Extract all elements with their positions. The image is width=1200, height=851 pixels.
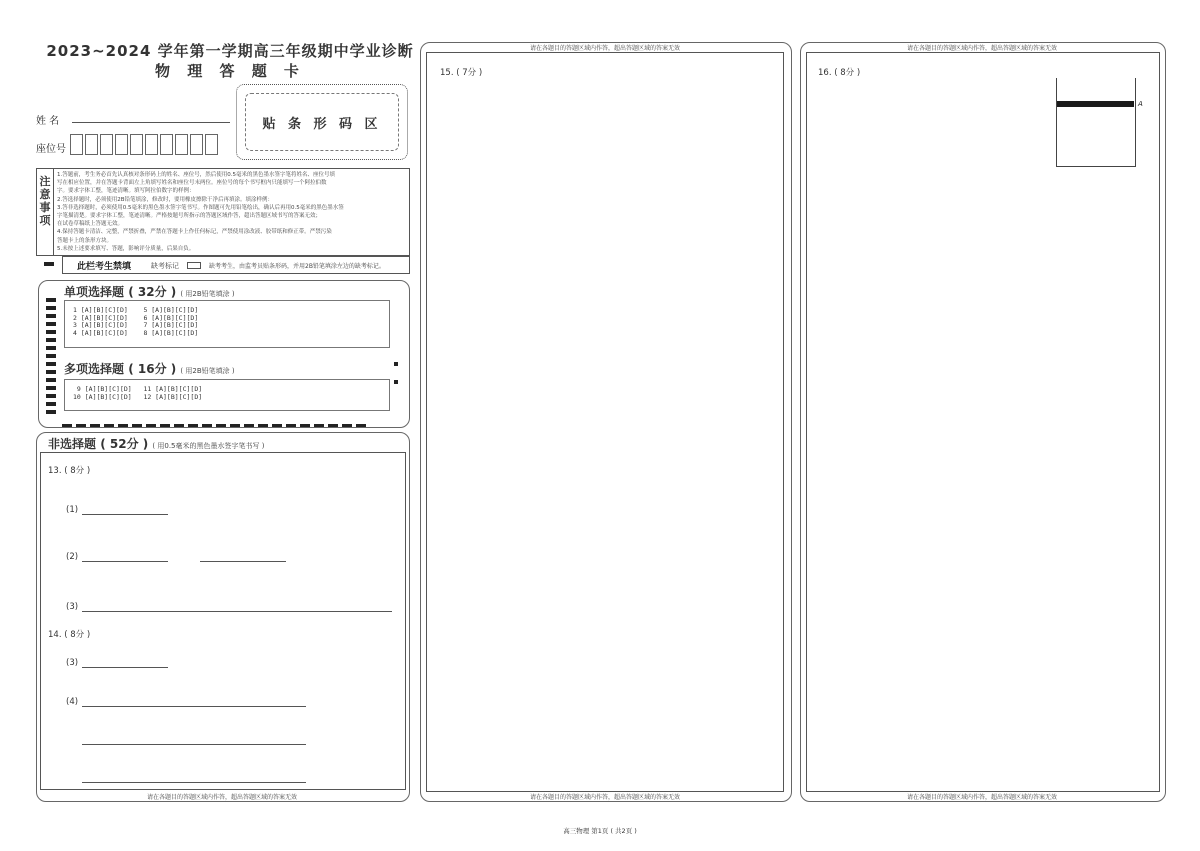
q14-part4-answer-line3[interactable] xyxy=(82,782,306,783)
note-line: 字。要求字体工整，笔迹清晰。填写阿拉伯数字的样例： xyxy=(57,188,195,195)
name-label: 姓 名 xyxy=(36,116,60,127)
option-row[interactable]: 3 [A][B][C][D] 7 [A][B][C][D] xyxy=(73,321,199,329)
q14-part4-answer-line2[interactable] xyxy=(82,744,306,745)
absent-desc: 缺考考生，由监考员贴条形码，并用2B铅笔填涂左边的缺考标记。 xyxy=(209,263,385,270)
note-line: 4.保持答题卡清洁、完整，严禁折叠，严禁在答题卡上作任何标记，严禁使用涂改液、胶带纸和修正带。严禁污染 xyxy=(57,229,332,236)
note-line: 5.未按上述要求填写、答题，影响评分质量，后果自负。 xyxy=(57,245,195,252)
notes-list xyxy=(57,171,407,253)
q13-part3-label: (3) xyxy=(66,602,79,612)
page-footer: 高三物理 第1页 ( 共2页 ) xyxy=(563,827,637,835)
q16-label: 16. ( 8分 ) xyxy=(818,68,861,78)
container-figure xyxy=(1056,78,1136,167)
notice-bottom-right: 请在各题目的答题区域内作答，超出答题区域的答案无效 xyxy=(906,794,1057,801)
absent-row xyxy=(62,256,410,274)
single-choice-options[interactable] xyxy=(64,300,390,348)
note-line: 1.答题前，考生务必首先认真核对条形码上的姓名、座位号，然后使用0.5毫米的黑色墨水签字笔将姓名、座位号填 xyxy=(57,172,335,178)
multi-choice-options[interactable] xyxy=(64,379,390,411)
q13-part2-label: (2) xyxy=(66,552,79,562)
q14-label: 14. ( 8分 ) xyxy=(48,630,91,640)
notice-top-middle: 请在各题目的答题区域内作答，超出答题区域的答案无效 xyxy=(529,45,680,52)
notes-box xyxy=(36,168,410,256)
note-line: 字笔描清楚。要求字体工整，笔迹清晰。严格按题号所指示的答题区域作答，超出答题区域书写的答案无效； xyxy=(57,213,322,220)
barcode-area: 贴 条 形 码 区 xyxy=(245,93,399,151)
q13-part2-answer-b[interactable] xyxy=(200,561,286,562)
q14-part4-answer-line1[interactable] xyxy=(82,706,306,707)
notice-bottom-middle: 请在各题目的答题区域内作答，超出答题区域的答案无效 xyxy=(529,794,680,801)
q15-label: 15. ( 7分 ) xyxy=(440,68,483,78)
exam-title: 2023~2024 学年第一学期高三年级期中学业诊断 xyxy=(46,42,414,60)
barcode-area-outer xyxy=(236,84,408,160)
single-choice-hint: ( 用2B铅笔填涂 ) xyxy=(180,290,235,298)
notes-title: 注 意 事 项 xyxy=(39,175,51,227)
name-field[interactable] xyxy=(72,122,230,123)
q14-part3-label: (3) xyxy=(66,658,79,668)
timing-mark xyxy=(44,262,54,266)
q13-label: 13. ( 8分 ) xyxy=(48,466,91,476)
seat-number-boxes[interactable] xyxy=(70,134,220,159)
q13-part3-answer[interactable] xyxy=(82,611,392,612)
option-row[interactable]: 9 [A][B][C][D] 11 [A][B][C][D] xyxy=(73,385,203,393)
multi-choice-label: 多项选择题 xyxy=(64,362,125,376)
piston-label: A xyxy=(1138,100,1143,108)
nonchoice-title xyxy=(48,435,264,452)
single-choice-label: 单项选择题 xyxy=(64,285,125,299)
q14-part4-label: (4) xyxy=(66,697,79,707)
nonchoice-hint: ( 用0.5毫米的黑色墨水签字笔书写 ) xyxy=(152,442,265,450)
nonchoice-score: ( 52分 ) xyxy=(100,437,149,451)
notice-bottom-left: 请在各题目的答题区域内作答，超出答题区域的答案无效 xyxy=(146,794,297,801)
note-line: 2.答选择题时，必须使用2B铅笔填涂，修改时，要用橡皮擦除干净后再填涂。填涂样例： xyxy=(57,196,274,203)
multi-choice-hint: ( 用2B铅笔填涂 ) xyxy=(180,367,235,375)
nonchoice-label: 非选择题 xyxy=(48,437,97,451)
option-row[interactable]: 1 [A][B][C][D] 5 [A][B][C][D] xyxy=(73,306,199,314)
note-line: 写在相应位置，并在答题卡背面左上角填写姓名和座位号末两位。座位号的每个书写框内只能填写一个阿拉伯数 xyxy=(57,180,327,187)
multi-choice-score: ( 16分 ) xyxy=(128,362,177,376)
piston-figure xyxy=(1057,101,1134,107)
note-line: 答题卡上的条形方块。 xyxy=(57,237,113,244)
q15-answer-box[interactable] xyxy=(426,52,784,792)
nonchoice-answer-box xyxy=(40,452,406,790)
option-row[interactable]: 2 [A][B][C][D] 6 [A][B][C][D] xyxy=(73,313,199,322)
multi-choice-title xyxy=(64,360,235,377)
q13-part1-label: (1) xyxy=(66,505,79,515)
sheet-subtitle: 物 理 答 题 卡 xyxy=(155,62,305,80)
absent-label: 此栏考生禁填 xyxy=(77,262,132,272)
note-line: 3.答非选择题时，必须使用0.5毫米的黑色墨水签字笔书写。作图题可先用铅笔绘出，确认后再用0.5毫米的黑色墨水签 xyxy=(57,204,344,211)
q14-part3-answer[interactable] xyxy=(82,667,168,668)
option-row[interactable]: 10 [A][B][C][D] 12 [A][B][C][D] xyxy=(73,392,203,401)
absent-mark-box[interactable] xyxy=(187,262,201,269)
absent-mark-label: 缺考标记 xyxy=(151,262,179,270)
note-line: 在试卷草稿纸上答题无效。 xyxy=(57,221,124,228)
seat-label: 座位号 xyxy=(36,144,66,155)
single-choice-score: ( 32分 ) xyxy=(128,285,177,299)
notice-top-right: 请在各题目的答题区域内作答，超出答题区域的答案无效 xyxy=(906,45,1057,52)
q13-part2-answer-a[interactable] xyxy=(82,561,168,562)
single-choice-title xyxy=(64,283,235,300)
option-row[interactable]: 4 [A][B][C][D] 8 [A][B][C][D] xyxy=(73,328,199,337)
q13-part1-answer[interactable] xyxy=(82,514,168,515)
